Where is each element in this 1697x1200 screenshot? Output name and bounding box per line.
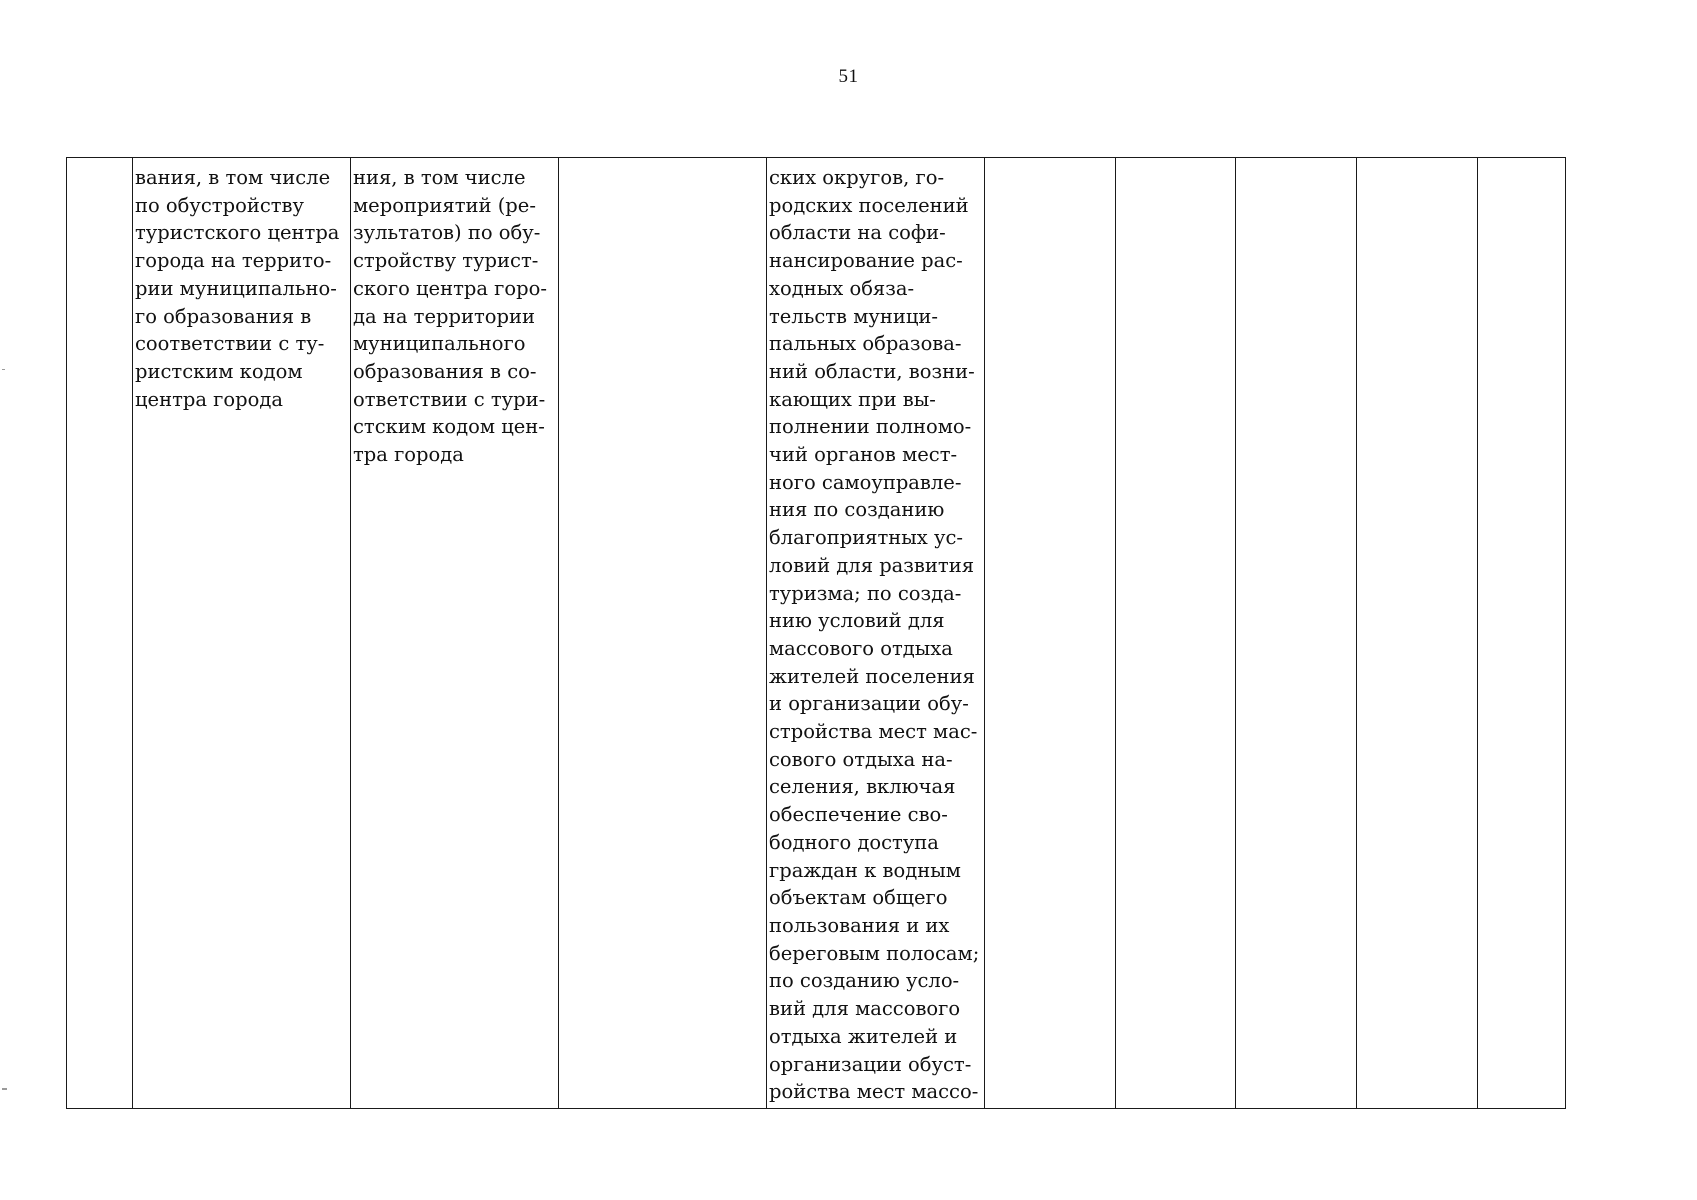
cell-text-line: ройства мест массо- [769,1080,979,1104]
table-row [67,158,1648,1109]
cell-text-line: обеспечение сво- [769,803,948,827]
table-cell-empty [1116,158,1236,1109]
cell-text-line: сового отдыха на- [769,747,953,771]
table-cell-measures [351,158,559,1109]
cell-text-line: нию условий для [769,609,945,633]
scan-mark [2,1088,7,1090]
cell-text-line: ристским кодом [135,359,303,383]
cell-text-line: стским кодом цен- [353,415,545,439]
cell-text-line: ния по созданию [769,498,945,522]
cell-text-line: нансирование рас- [769,249,963,273]
cell-text-line: пользования и их [769,913,950,937]
cell-text-line: го образования в [135,304,312,328]
cell-text-line: и организации обу- [769,692,969,716]
cell-text-line: да на территории [353,304,535,328]
cell-text-line: по созданию усло- [769,969,960,993]
cell-text-line: кающих при вы- [769,387,936,411]
cell-text-line: благоприятных ус- [769,526,963,550]
cell-text-line: тельств муници- [769,304,938,328]
page-number: 51 [838,66,859,87]
cell-text-line: ния, в том числе [353,166,526,189]
cell-text-line: пальных образова- [769,332,962,356]
cell-text-line: зультатов) по обу- [353,221,541,245]
cell-text-line: полнении полномо- [769,415,972,439]
cell-text-line: ний области, возни- [769,359,975,383]
cell-text-line: соответствии с ту- [135,332,325,356]
table-cell-empty [559,158,767,1109]
cell-text-line: селения, включая [769,775,956,799]
table-cell-empty [1357,158,1478,1109]
cell-text-line: ного самоуправле- [769,470,962,494]
scan-mark [2,369,5,370]
table-cell-financing [767,158,985,1109]
table-cell-empty [1236,158,1357,1109]
cell-text-line: ответствии с тури- [353,387,546,411]
table-cell-empty [985,158,1116,1109]
cell-text-line: ловий для развития [769,553,974,577]
cell-text-line: бодного доступа [769,830,939,854]
cell-text-line: мероприятий (ре- [353,193,536,217]
cell-text-line: массового отдыха [769,636,953,660]
cell-text-line: туристского центра [135,221,340,245]
cell-text-line: образования в со- [353,359,537,383]
cell-text-line: рии муниципально- [135,276,337,300]
cell-text-line: отдыха жителей и [769,1024,958,1048]
cell-text-line: родских поселений [769,193,969,217]
cell-text-line: береговым полосам; [769,941,980,965]
cell-text-line: вания, в том числе [135,166,331,189]
table-cell-number [67,158,133,1109]
cell-text-line: объектам общего [769,886,948,910]
cell-text-line: по обустройству [135,193,304,217]
cell-text-line: ходных обяза- [769,276,915,300]
cell-text-line: организации обуст- [769,1052,972,1076]
cell-text-line: ских округов, го- [769,166,945,189]
cell-text-line: вий для массового [769,997,961,1021]
cell-text-line: туризма; по созда- [769,581,962,605]
cell-text-line: города на террито- [135,249,332,273]
cell-text-line: стройству турист- [353,249,539,273]
cell-text-line: муниципального [353,332,526,356]
table-cell-task [133,158,351,1109]
cell-text-line: ского центра горо- [353,276,547,300]
cell-text-line: центра города [135,387,283,411]
cell-text-line: области на софи- [769,221,946,245]
cell-text-line: стройства мест мас- [769,720,978,744]
cell-text-line: жителей поселения [769,664,975,688]
table-cell-empty [1478,158,1566,1109]
cell-text-line: тра города [353,443,464,467]
cell-text-line: чий органов мест- [769,443,958,467]
cell-text-line: граждан к водным [769,858,961,882]
program-table [66,157,1648,1109]
